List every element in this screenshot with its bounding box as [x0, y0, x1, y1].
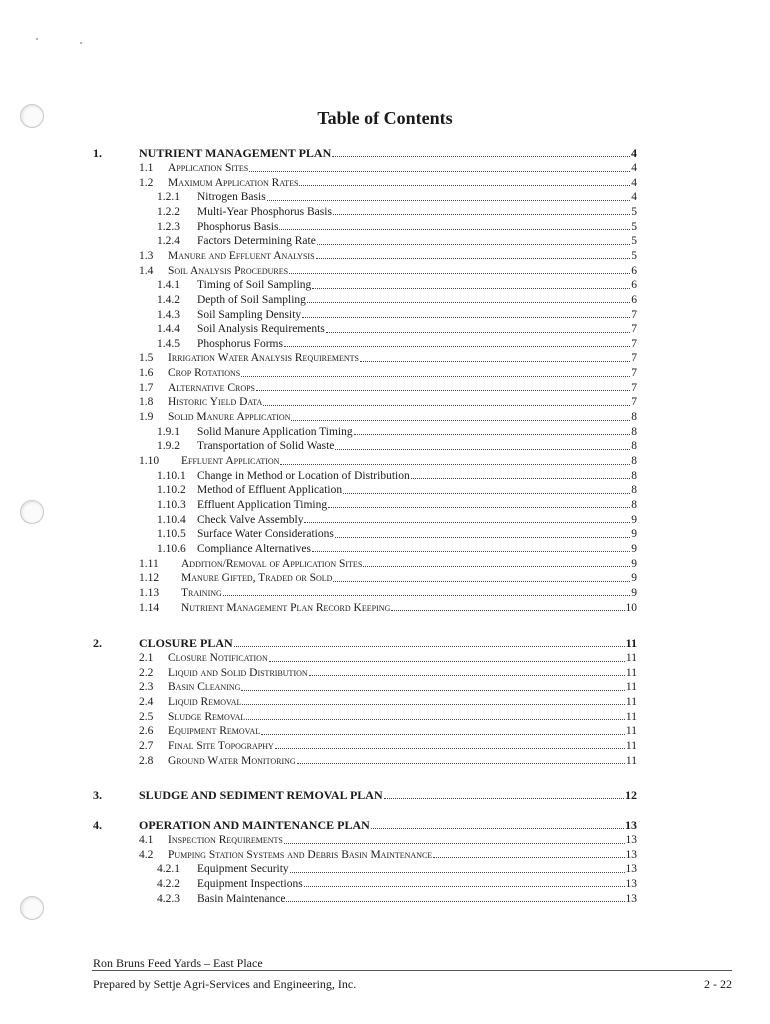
entry-label: Manure and Effluent Analysis — [168, 249, 315, 262]
dot-leader — [317, 244, 630, 245]
entry-number: 4.1 — [139, 834, 154, 846]
dot-leader — [335, 537, 630, 538]
toc-section-entry[interactable] — [139, 161, 637, 175]
toc-subsection-entry[interactable] — [157, 483, 637, 497]
toc-section-entry[interactable] — [139, 754, 637, 768]
entry-page-number: 13 — [625, 892, 637, 905]
entry-page-number: 8 — [631, 425, 637, 438]
entry-page-number: 11 — [625, 695, 637, 708]
dot-leader — [363, 566, 630, 567]
entry-number: 1.8 — [139, 396, 154, 409]
entry-label: Basin Cleaning — [168, 681, 241, 694]
chapter-title: NUTRIENT MANAGEMENT PLAN — [139, 146, 332, 160]
entry-label: Manure Gifted, Traded or Sold — [181, 572, 333, 585]
dot-leader — [284, 346, 630, 347]
toc-subsection-entry[interactable] — [157, 278, 637, 292]
entry-page-number: 8 — [631, 455, 637, 467]
entry-label: Solid Manure Application Timing — [197, 425, 353, 438]
dot-leader — [328, 507, 630, 508]
page-title: Table of Contents — [317, 108, 453, 128]
toc-subsection-entry[interactable] — [157, 322, 637, 336]
entry-page-number: 7 — [631, 337, 637, 350]
dot-leader — [241, 376, 630, 377]
dot-leader — [246, 719, 625, 720]
chapter-number: 3. — [93, 788, 102, 802]
dot-leader — [354, 434, 631, 435]
toc-subsection-entry[interactable] — [157, 337, 637, 351]
entry-page-number: 11 — [625, 754, 637, 767]
entry-label: Sludge Removal — [168, 710, 246, 723]
entry-number: 1.4.3 — [157, 308, 180, 321]
toc-section-entry[interactable] — [139, 249, 637, 263]
toc-section-entry[interactable] — [139, 695, 637, 709]
entry-label: Equipment Removal — [168, 725, 261, 738]
dot-leader — [302, 317, 630, 318]
entry-label: Soil Sampling Density — [197, 308, 302, 321]
toc-subsection-entry[interactable] — [157, 513, 637, 527]
footer-page-number: 2 - 22 — [704, 977, 732, 991]
entry-page-number: 11 — [625, 710, 637, 723]
dot-leader — [263, 405, 630, 406]
toc-section-entry[interactable] — [139, 739, 637, 753]
entry-number: 1.4.5 — [157, 337, 180, 350]
dot-leader — [433, 857, 624, 858]
entry-label: Effluent Application Timing — [197, 498, 328, 511]
entry-page-number: 9 — [631, 572, 637, 585]
entry-number: 1.11 — [139, 557, 159, 570]
entry-label: Check Valve Assembly — [197, 513, 304, 526]
entry-number: 1.14 — [139, 601, 160, 614]
entry-page-number: 5 — [631, 249, 637, 262]
dot-leader — [290, 872, 625, 873]
entry-label: Ground Water Monitoring — [168, 754, 296, 767]
entry-number: 1.2.3 — [157, 220, 180, 233]
entry-label: Application Sites — [168, 162, 249, 174]
chapter-title: CLOSURE PLAN — [139, 636, 233, 650]
entry-number: 2.4 — [139, 695, 154, 708]
entry-number: 1.4.4 — [157, 323, 180, 336]
dot-leader — [391, 610, 624, 611]
dot-leader — [360, 361, 630, 362]
entry-page-number: 9 — [631, 528, 637, 541]
entry-label: Change in Method or Location of Distribution — [197, 469, 410, 482]
toc-section-entry[interactable] — [139, 848, 637, 862]
toc-section-entry[interactable] — [139, 557, 637, 571]
dot-leader — [267, 200, 631, 201]
toc-subsection-entry[interactable] — [157, 498, 637, 512]
entry-page-number: 11 — [625, 652, 637, 664]
dot-leader — [309, 675, 625, 676]
dot-leader — [333, 214, 630, 215]
toc-subsection-entry[interactable] — [157, 190, 637, 204]
entry-number: 2.2 — [139, 666, 154, 679]
toc-subsection-entry[interactable] — [157, 308, 637, 322]
entry-label: Phosphorus Basis — [197, 220, 279, 233]
entry-label: Solid Manure Application — [168, 411, 291, 424]
toc-subsection-entry[interactable] — [157, 542, 637, 556]
toc-section-entry[interactable] — [139, 651, 637, 665]
dot-leader — [335, 449, 630, 450]
dot-leader — [304, 886, 625, 887]
entry-page-number: 4 — [631, 162, 637, 174]
toc-section-entry[interactable] — [139, 381, 637, 395]
toc-chapter-entry[interactable] — [139, 788, 637, 802]
dot-leader — [280, 464, 630, 465]
entry-number: 1.7 — [139, 381, 154, 394]
toc-subsection-entry[interactable] — [157, 892, 637, 906]
entry-label: Depth of Soil Sampling — [197, 293, 306, 306]
dot-leader — [291, 420, 630, 421]
toc-section-entry[interactable] — [139, 601, 637, 615]
toc-section-entry[interactable] — [139, 833, 637, 847]
dot-leader — [411, 478, 631, 479]
entry-label: Compliance Alternatives — [197, 542, 312, 555]
footer-divider — [92, 970, 732, 971]
entry-number: 2.3 — [139, 681, 154, 694]
entry-number: 1.2.1 — [157, 191, 180, 204]
toc-section-entry[interactable] — [139, 680, 637, 694]
entry-label: Training — [181, 586, 222, 599]
dot-leader — [249, 171, 630, 172]
entry-number: 4.2.2 — [157, 877, 180, 890]
entry-number: 4.2 — [139, 848, 154, 861]
entry-page-number: 8 — [631, 484, 637, 497]
dot-leader — [279, 229, 630, 230]
entry-page-number: 13 — [625, 834, 637, 846]
entry-label: Liquid Removal — [168, 695, 242, 708]
dot-leader — [241, 690, 624, 691]
entry-page-number: 5 — [631, 220, 637, 233]
chapter-number: 2. — [93, 636, 102, 650]
entry-page-number: 10 — [625, 601, 637, 614]
entry-number: 1.10.2 — [157, 484, 186, 497]
dot-leader — [269, 661, 625, 662]
entry-number: 2.7 — [139, 739, 154, 752]
entry-page-number: 9 — [631, 513, 637, 526]
entry-page-number: 4 — [631, 191, 637, 204]
entry-page-number: 8 — [631, 498, 637, 511]
entry-label: Nutrient Management Plan Record Keeping — [181, 601, 391, 614]
entry-label: Pumping Station Systems and Debris Basin Maintenance — [168, 848, 433, 861]
entry-page-number: 7 — [631, 323, 637, 336]
entry-number: 2.1 — [139, 652, 154, 664]
dot-leader — [326, 332, 630, 333]
toc-subsection-entry[interactable] — [157, 205, 637, 219]
entry-number: 1.9.2 — [157, 440, 180, 453]
entry-label: Nitrogen Basis — [197, 191, 266, 204]
entry-page-number: 13 — [625, 848, 637, 861]
entry-page-number: 11 — [625, 725, 637, 738]
entry-page-number: 7 — [631, 381, 637, 394]
dot-leader — [312, 288, 630, 289]
entry-page-number: 8 — [631, 440, 637, 453]
entry-number: 1.9.1 — [157, 425, 180, 438]
entry-page-number: 7 — [631, 367, 637, 380]
dot-leader — [316, 258, 631, 259]
entry-number: 1.4.2 — [157, 293, 180, 306]
toc-subsection-entry[interactable] — [157, 220, 637, 234]
entry-label: Alternative Crops — [168, 381, 256, 394]
entry-label: Equipment Inspections — [197, 877, 303, 890]
dot-leader — [307, 302, 630, 303]
entry-number: 1.1 — [139, 162, 154, 174]
entry-page-number: 9 — [631, 586, 637, 599]
footer-prepared-by: Prepared by Settje Agri-Services and Engineering, Inc. — [93, 977, 357, 991]
entry-page-number: 4 — [631, 176, 637, 189]
chapter-page-number: 13 — [625, 818, 637, 832]
entry-number: 1.4 — [139, 264, 154, 277]
toc-subsection-entry[interactable] — [157, 439, 637, 453]
toc-subsection-entry[interactable] — [157, 862, 637, 876]
entry-label: Transportation of Solid Waste — [197, 440, 335, 453]
chapter-page-number: 12 — [625, 788, 637, 802]
toc-subsection-entry[interactable] — [157, 425, 637, 439]
entry-label: Basin Maintenance — [197, 892, 286, 905]
dot-leader — [256, 390, 630, 391]
dot-leader — [289, 273, 630, 274]
entry-page-number: 9 — [631, 542, 637, 555]
entry-label: Addition/Removal of Application Sites — [181, 557, 363, 570]
entry-number: 1.4.1 — [157, 279, 180, 292]
entry-label: Multi-Year Phosphorus Basis — [197, 205, 332, 218]
entry-number: 1.12 — [139, 572, 160, 585]
entry-number: 2.5 — [139, 710, 154, 723]
dot-leader — [312, 551, 630, 552]
entry-label: Liquid and Solid Distribution — [168, 666, 308, 679]
dot-leader — [275, 748, 625, 749]
toc-section-entry[interactable] — [139, 176, 637, 190]
toc-section-entry[interactable] — [139, 264, 637, 278]
dot-leader — [234, 646, 625, 647]
dot-leader — [242, 704, 625, 705]
toc-section-entry[interactable] — [139, 586, 637, 600]
dot-leader — [371, 828, 624, 829]
chapter-title: OPERATION AND MAINTENANCE PLAN — [139, 818, 370, 832]
toc-section-entry[interactable] — [139, 571, 637, 585]
dot-leader — [223, 595, 630, 596]
chapter-title: SLUDGE AND SEDIMENT REMOVAL PLAN — [139, 788, 383, 802]
entry-page-number: 8 — [631, 469, 637, 482]
entry-number: 2.6 — [139, 725, 154, 738]
entry-number: 1.2.2 — [157, 205, 180, 218]
toc-subsection-entry[interactable] — [157, 527, 637, 541]
entry-label: Surface Water Considerations — [197, 528, 334, 541]
dot-leader — [384, 798, 624, 799]
toc-section-entry[interactable] — [139, 666, 637, 680]
dot-leader — [261, 734, 625, 735]
toc-section-entry[interactable] — [139, 395, 637, 409]
entry-page-number: 13 — [625, 877, 637, 890]
entry-label: Irrigation Water Analysis Requirements — [168, 352, 359, 365]
entry-number: 4.2.1 — [157, 863, 180, 876]
entry-page-number: 7 — [631, 396, 637, 409]
toc-section-entry[interactable] — [139, 454, 637, 468]
toc-section-entry[interactable] — [139, 710, 637, 724]
entry-number: 1.10.3 — [157, 498, 186, 511]
entry-label: Phosphorus Forms — [197, 337, 283, 350]
chapter-page-number: 4 — [631, 146, 637, 160]
chapter-number: 1. — [93, 146, 102, 160]
entry-label: Method of Effluent Application — [197, 484, 343, 497]
toc-subsection-entry[interactable] — [157, 293, 637, 307]
entry-number: 2.8 — [139, 754, 154, 767]
toc-chapter-entry[interactable] — [139, 636, 637, 650]
toc-subsection-entry[interactable] — [157, 234, 637, 248]
entry-number: 1.9 — [139, 411, 154, 424]
entry-number: 1.5 — [139, 352, 154, 365]
dot-leader — [332, 156, 630, 157]
entry-label: Soil Analysis Procedures — [168, 264, 289, 277]
entry-page-number: 7 — [631, 352, 637, 365]
chapter-page-number: 11 — [625, 636, 637, 650]
footer-project: Ron Bruns Feed Yards – East Place — [93, 956, 263, 970]
entry-page-number: 6 — [631, 264, 637, 277]
entry-label: Equipment Security — [197, 863, 289, 876]
entry-page-number: 8 — [631, 411, 637, 424]
entry-label: Crop Rotations — [168, 367, 241, 380]
toc-chapter-entry[interactable] — [139, 818, 637, 832]
chapter-number: 4. — [93, 818, 102, 832]
entry-page-number: 5 — [631, 205, 637, 218]
entry-number: 1.13 — [139, 586, 160, 599]
entry-label: Inspection Requirements — [168, 834, 283, 846]
dot-leader — [333, 581, 630, 582]
entry-number: 1.3 — [139, 249, 154, 262]
entry-label: Timing of Soil Sampling — [197, 279, 312, 292]
dot-leader — [299, 185, 630, 186]
entry-label: Soil Analysis Requirements — [197, 323, 325, 336]
entry-number: 1.10.6 — [157, 542, 186, 555]
entry-label: Maximum Application Rates — [168, 176, 299, 189]
entry-number: 1.10.4 — [157, 513, 186, 526]
entry-label: Factors Determining Rate — [197, 235, 316, 248]
dot-leader — [343, 493, 630, 494]
entry-label: Effluent Application — [181, 455, 280, 467]
entry-label: Final Site Topography — [168, 739, 274, 752]
entry-page-number: 11 — [625, 739, 637, 752]
entry-page-number: 11 — [625, 666, 637, 679]
entry-number: 1.2 — [139, 176, 154, 189]
entry-number: 1.10.1 — [157, 469, 186, 482]
entry-label: Closure Notification — [168, 652, 268, 664]
toc-section-entry[interactable] — [139, 410, 637, 424]
toc-subsection-entry[interactable] — [157, 469, 637, 483]
dot-leader — [284, 843, 625, 844]
toc-subsection-entry[interactable] — [157, 877, 637, 891]
entry-number: 4.2.3 — [157, 892, 180, 905]
entry-number: 1.10 — [139, 455, 160, 467]
dot-leader — [304, 522, 630, 523]
entry-page-number: 7 — [631, 308, 637, 321]
toc-section-entry[interactable] — [139, 366, 637, 380]
toc-section-entry[interactable] — [139, 351, 637, 365]
entry-number: 1.6 — [139, 367, 154, 380]
dot-leader — [297, 763, 625, 764]
entry-number: 1.2.4 — [157, 235, 180, 248]
entry-number: 1.10.5 — [157, 528, 186, 541]
toc-chapter-entry[interactable] — [139, 146, 637, 160]
entry-page-number: 6 — [631, 279, 637, 292]
entry-page-number: 6 — [631, 293, 637, 306]
entry-page-number: 13 — [625, 863, 637, 876]
dot-leader — [286, 901, 624, 902]
entry-page-number: 11 — [625, 681, 637, 694]
entry-page-number: 5 — [631, 235, 637, 248]
toc-section-entry[interactable] — [139, 724, 637, 738]
entry-page-number: 9 — [631, 557, 637, 570]
entry-label: Historic Yield Data — [168, 396, 263, 409]
